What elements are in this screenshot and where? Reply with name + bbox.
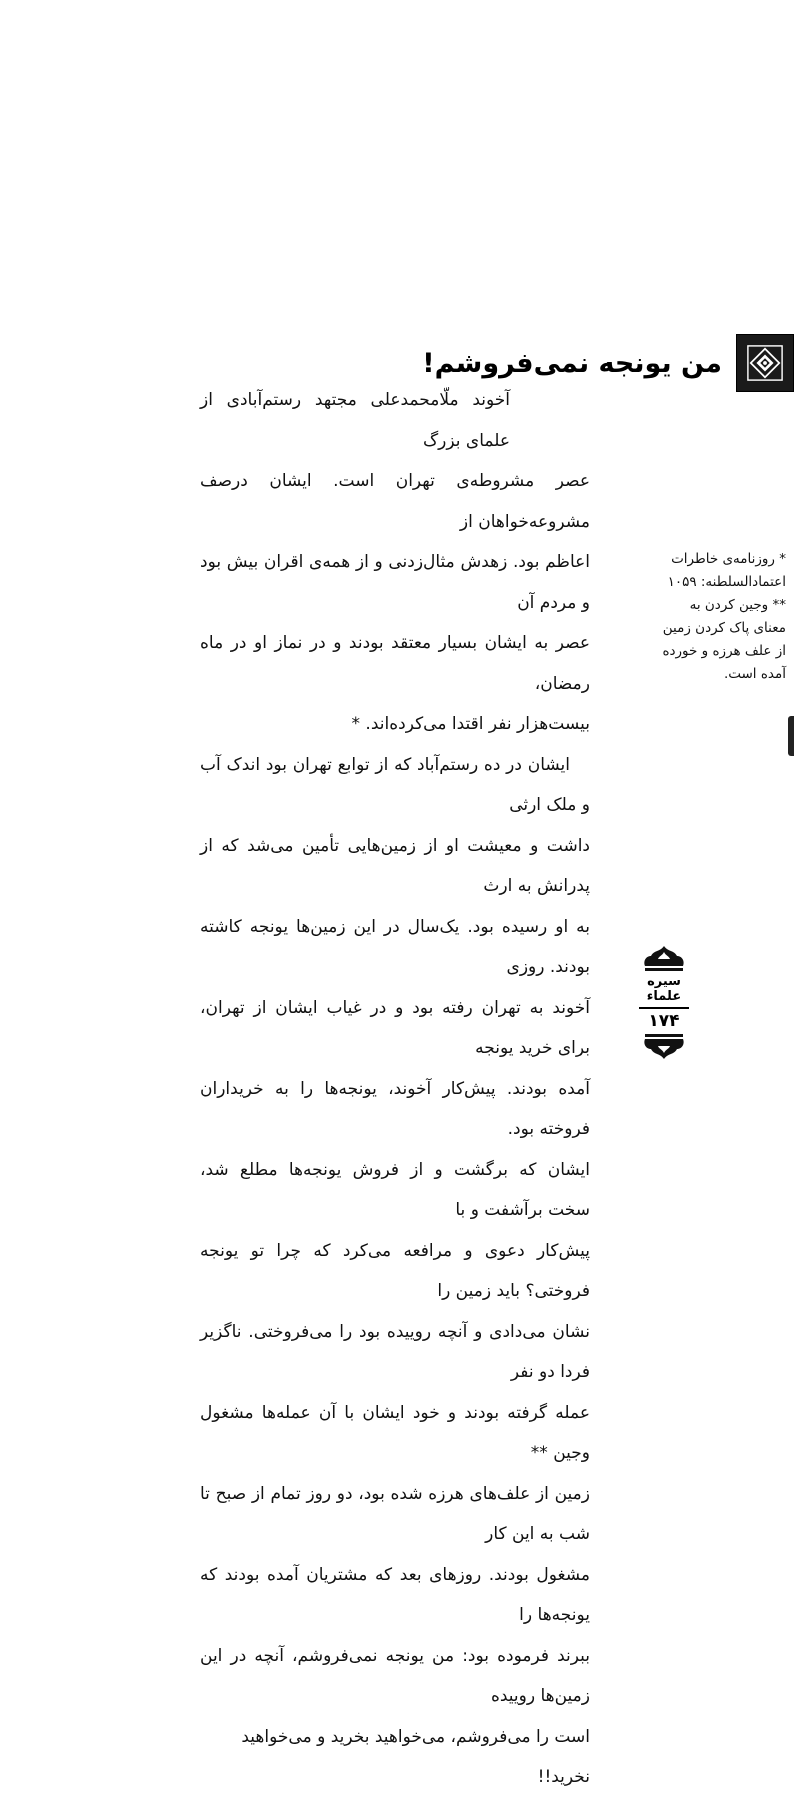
body-line: پیش‌کار دعوی و مرافعه می‌کرد که چرا تو یونجه فروختی؟ باید زمین را (200, 1240, 590, 1301)
page-edge-mark (788, 716, 794, 756)
body-line: نشان می‌دادی و آنچه روییده بود را می‌فروختی. ناگزیر فردا دو نفر (200, 1321, 590, 1382)
body-line: ایشان در ده رستم‌آباد که از توابع تهران بود اندک آب و ملک ارثی (200, 754, 590, 815)
article-body (200, 380, 590, 1798)
article-title: من یونجه نمی‌فروشم! (422, 347, 722, 379)
body-line: آخوند ملّامحمدعلی مجتهد رستم‌آبادی از علمای بزرگ (200, 390, 510, 451)
page-number: ۱۷۴ (648, 1011, 680, 1031)
square-arabesque-icon (736, 334, 794, 392)
body-line: داشت و معیشت او از زمین‌هایی تأمین می‌شد که از پدرانش به ارث (200, 835, 590, 896)
page-folio (634, 944, 694, 1100)
footnote-line: * روزنامه‌ی خاطرات (671, 551, 786, 567)
folio-divider (639, 1007, 689, 1009)
floral-ornament-icon (641, 1031, 687, 1061)
footnote-line: اعتمادالسلطنه: ۱۰۵۹ (667, 574, 786, 590)
body-line: است را می‌فروشم، می‌خواهید بخرید و می‌خواهید نخرید!! (241, 1726, 590, 1787)
footnotes (600, 548, 786, 686)
body-line: ببرند فرموده بود: من یونجه نمی‌فروشم، آنچه در این زمین‌ها روییده (200, 1645, 590, 1706)
body-line: به او رسیده بود. یک‌سال در این زمین‌ها یونجه کاشته بودند. روزی (200, 916, 590, 977)
series-name: علماء (646, 989, 682, 1004)
body-line: عمله گرفته بودند و خود ایشان با آن عمله‌ها مشغول وجین ** (200, 1402, 590, 1463)
footnote-line: ** وجین کردن به (689, 597, 786, 613)
body-line: عصر به ایشان بسیار معتقد بودند و در نماز او در ماه رمضان، (200, 633, 590, 694)
floral-ornament-icon (641, 944, 687, 974)
body-line: آمده بودند. پیش‌کار آخوند، یونجه‌ها را به خریداران فروخته بود. (200, 1078, 590, 1139)
body-line: زمین از علف‌های هرزه شده بود، دو روز تمام از صبح تا شب به این کار (200, 1483, 590, 1544)
body-line: آخوند به تهران رفته بود و در غیاب ایشان از تهران، برای خرید یونجه (200, 997, 590, 1058)
body-line: اعاظم بود. زهدش مثال‌زدنی و از همه‌ی اقران بیش بود و مردم آن (200, 552, 590, 613)
body-line: ایشان که برگشت و از فروش یونجه‌ها مطلع شد، سخت برآشفت و با (200, 1159, 590, 1220)
footnote-line: آمده است. (723, 666, 786, 682)
series-name: سیره (647, 974, 681, 989)
footnote-line: معنای پاک کردن زمین (662, 620, 786, 636)
footnote-line: از علف هرزه و خورده (662, 643, 786, 659)
body-line: بیست‌هزار نفر اقتدا می‌کرده‌اند. * (351, 714, 590, 734)
body-line: عصر مشروطه‌ی تهران است. ایشان درصف مشروعه‌خواهان از (200, 471, 590, 532)
body-line: مشغول بودند. روزهای بعد که مشتریان آمده بودند که یونجه‌ها را (200, 1564, 590, 1625)
